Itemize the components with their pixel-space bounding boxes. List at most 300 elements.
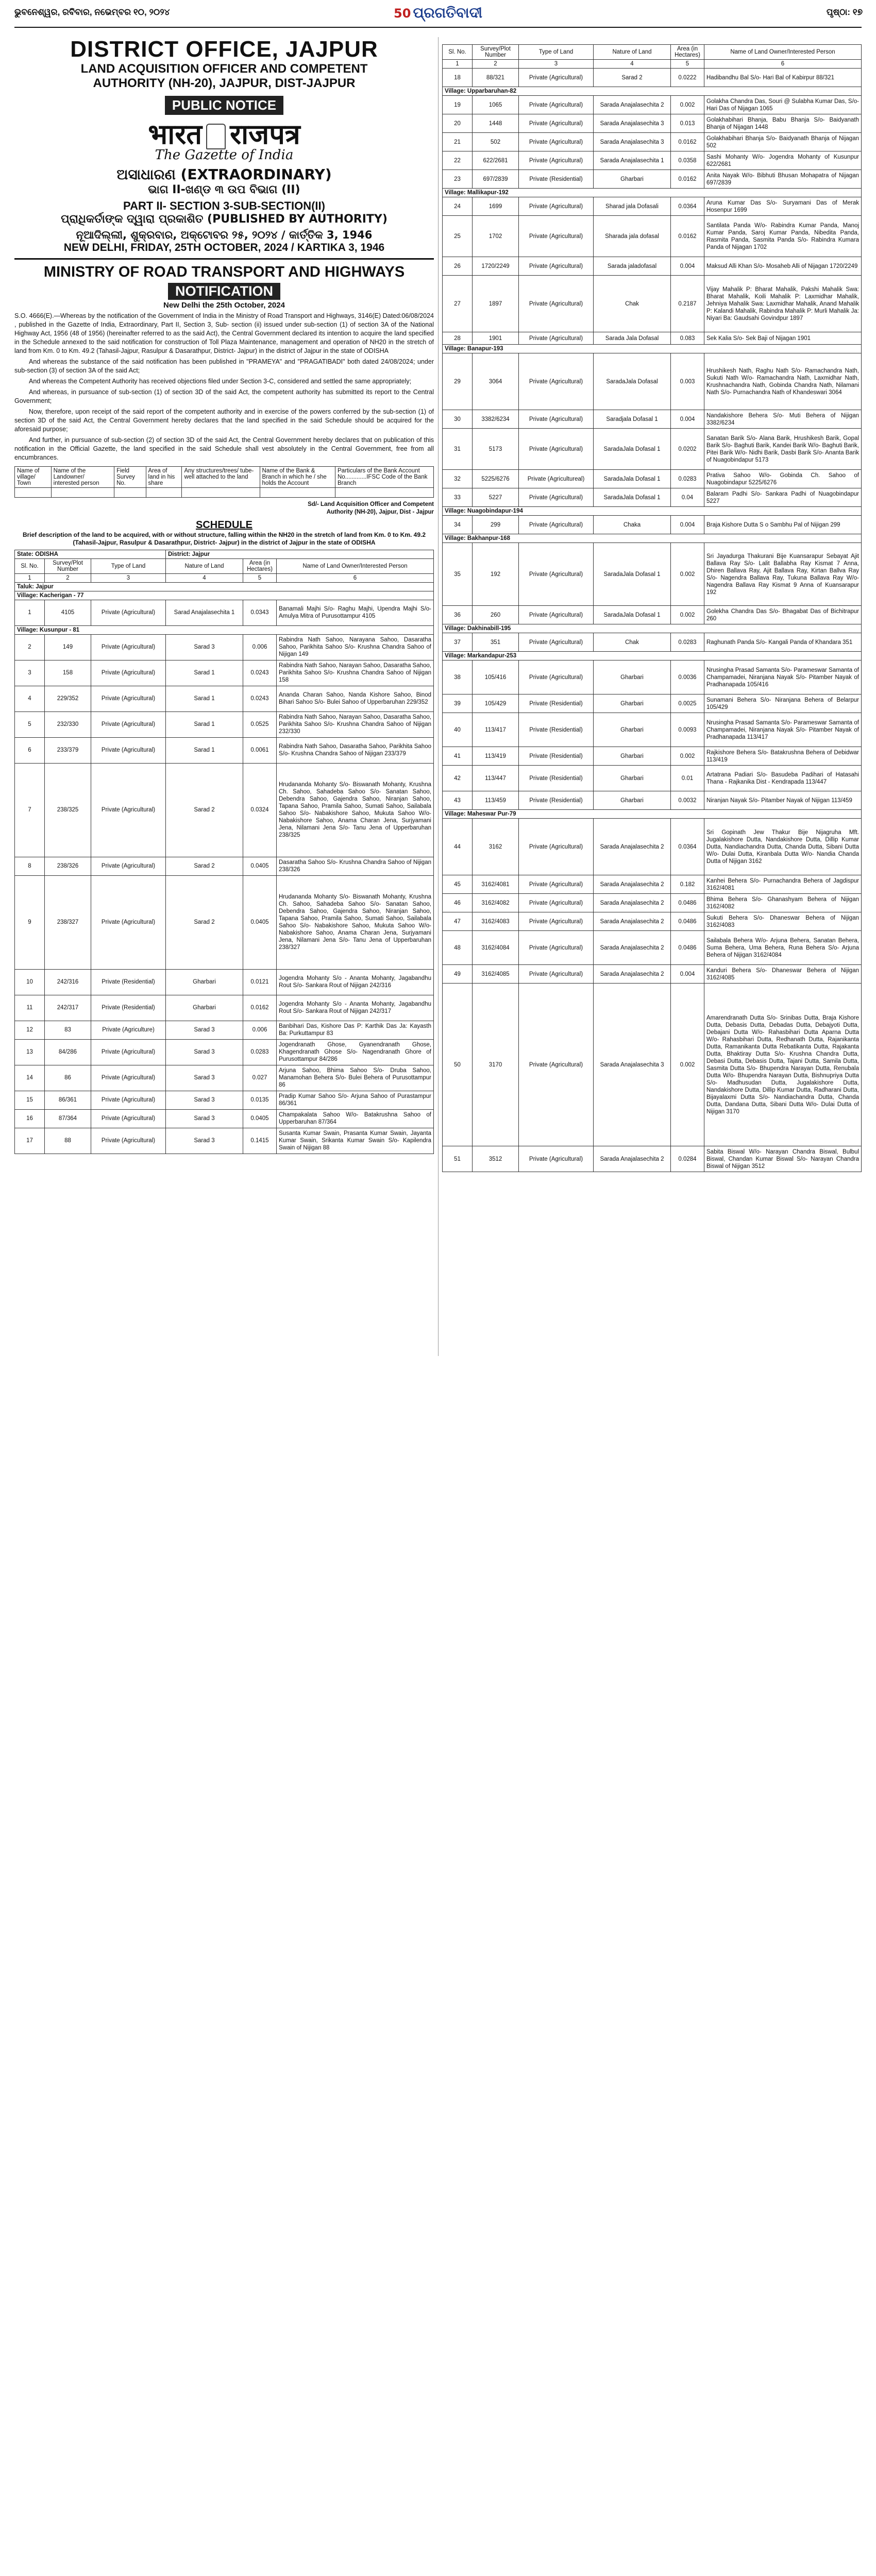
village-row: [443, 534, 862, 543]
plot-cell: 502: [473, 133, 519, 151]
table-row: [15, 1091, 434, 1109]
public-notice-badge: PUBLIC NOTICE: [165, 96, 283, 115]
plot-cell: 3162/4081: [473, 875, 519, 894]
column-header: Sl. No.: [15, 558, 45, 573]
owner-cell: Sailabala Behera W/o- Arjuna Behera, Sanatan Behera, Suma Behera, Uma Behera, Runa Behera S/o- Arjuna Behera of Nijigan 3162/4084: [704, 931, 862, 965]
sl-no-cell: 7: [15, 763, 45, 857]
land-type-cell: Private (Agricultural): [519, 197, 594, 216]
area-cell: 0.0283: [243, 1039, 277, 1065]
area-cell: 0.0284: [671, 1146, 704, 1172]
plot-cell: 238/325: [45, 763, 91, 857]
owner-cell: Arjuna Sahoo, Bhima Sahoo S/o- Druba Sahoo, Manamohan Behera S/o- Bulei Behera of Purusottampur 86: [277, 1065, 434, 1091]
owner-cell: Champakalata Sahoo W/o- Batakrushna Sahoo of Upperbaruhan 87/364: [277, 1109, 434, 1128]
land-type-cell: Private (Residential): [519, 747, 594, 766]
village-row: [15, 625, 434, 634]
area-cell: 0.0486: [671, 894, 704, 912]
table-row: [15, 600, 434, 625]
area-cell: 0.004: [671, 516, 704, 534]
state-label: State: ODISHA: [15, 550, 166, 558]
plot-cell: 697/2839: [473, 170, 519, 189]
area-cell: 0.0324: [243, 763, 277, 857]
owner-cell: Nrusingha Prasad Samanta S/o- Parameswar Samanta of Champamadei, Niranjana Nayak S/o- Pitamber Nayak of Pradhanapada 113/417: [704, 713, 862, 747]
table-row: [443, 410, 862, 429]
land-type-cell: Private (Agricultural): [91, 711, 166, 737]
schedule-table-left: [14, 550, 434, 1154]
land-nature-cell: Sarada Anajalasechita 2: [594, 875, 671, 894]
land-type-cell: Private (Agricultural): [91, 634, 166, 660]
land-nature-cell: Chak: [594, 633, 671, 652]
area-cell: 0.0162: [243, 995, 277, 1021]
land-type-cell: Private (Agricultural): [519, 543, 594, 606]
masthead-logo: 50 ପ୍ରଗତିବାଦୀ: [394, 4, 482, 21]
village-label: Village: Mallikapur-192: [443, 189, 862, 197]
sl-no-cell: 48: [443, 931, 473, 965]
area-cell: 0.0162: [671, 216, 704, 257]
plot-cell: 149: [45, 634, 91, 660]
sl-no-cell: 13: [15, 1039, 45, 1065]
sl-no-cell: 10: [15, 969, 45, 995]
plot-cell: 113/447: [473, 766, 519, 791]
land-type-cell: Private (Agricultural): [519, 912, 594, 931]
sl-no-cell: 17: [15, 1128, 45, 1154]
sl-no-cell: 40: [443, 713, 473, 747]
table-row: [15, 1065, 434, 1091]
column-number: 2: [45, 573, 91, 582]
table-row: [443, 931, 862, 965]
table-row: [443, 747, 862, 766]
bank-header-cell: Name of the Landowner/ interested person: [51, 466, 114, 487]
area-cell: 0.2187: [671, 276, 704, 332]
owner-cell: Braja Kishore Dutta S o Sambhu Pal of Nijigan 299: [704, 516, 862, 534]
land-nature-cell: Sarada Anajalasechita 2: [594, 1146, 671, 1172]
owner-cell: Artatrana Padiari S/o- Basudeba Padihari of Hatasahi Thana - Rajkanika Dist - Kendrapada 113/447: [704, 766, 862, 791]
plot-cell: 86: [45, 1065, 91, 1091]
land-type-cell: Private (Agricultural): [519, 894, 594, 912]
table-row: [443, 1146, 862, 1172]
lao-title-2: AUTHORITY (NH-20), JAJPUR, DIST-JAJPUR: [93, 76, 356, 90]
table-row: [443, 791, 862, 810]
area-cell: 0.0283: [671, 633, 704, 652]
owner-cell: Nandakishore Behera S/o- Muti Behera of Nijigan 3382/6234: [704, 410, 862, 429]
village-row: [443, 652, 862, 660]
bank-header-cell: Name of village/ Town: [15, 466, 52, 487]
column-header: Sl. No.: [443, 45, 473, 60]
land-type-cell: Private (Agricultural): [519, 606, 594, 624]
land-nature-cell: SaradaJala Dofasal 1: [594, 543, 671, 606]
table-row: [443, 660, 862, 694]
lao-title-1: LAND ACQUISITION OFFICER AND COMPETENT: [80, 62, 368, 76]
land-nature-cell: Sarad Anajalasechita 1: [166, 600, 243, 625]
schedule-title: SCHEDULE: [195, 519, 252, 531]
land-type-cell: Private (Agricultural): [519, 69, 594, 87]
sl-no-cell: 38: [443, 660, 473, 694]
sl-no-cell: 2: [15, 634, 45, 660]
land-type-cell: Private (Residential): [91, 969, 166, 995]
owner-cell: Rabindra Nath Sahoo, Dasaratha Sahoo, Parikhita Sahoo S/o- Krushna Chandra Sahoo of Nijigan 233/379: [277, 737, 434, 763]
land-nature-cell: Sarad 2: [166, 763, 243, 857]
owner-cell: Susanta Kumar Swain, Prasanta Kumar Swain, Jayanta Kumar Swain, Srikanta Kumar Swain S/o- Kapilendra Swain of Nijigan 88: [277, 1128, 434, 1154]
area-cell: 0.182: [671, 875, 704, 894]
land-type-cell: Private (Residential): [519, 791, 594, 810]
bank-header-cell: Name of the Bank & Branch in which he / she holds the Account: [260, 466, 335, 487]
notification-body: [14, 312, 434, 462]
table-row: [15, 763, 434, 857]
land-type-cell: Private (Residential): [519, 170, 594, 189]
gazette-part: PART II- SECTION 3-SUB-SECTION(II): [123, 199, 325, 212]
land-nature-cell: Sarada jaladofasal: [594, 257, 671, 276]
land-nature-cell: Sarada Jala Dofasal: [594, 332, 671, 345]
table-row: [443, 470, 862, 488]
area-cell: 0.002: [671, 984, 704, 1146]
land-type-cell: Private (Agricultural): [519, 965, 594, 984]
land-nature-cell: Sarad 1: [166, 737, 243, 763]
land-nature-cell: Sarada Anajalasechita 3: [594, 114, 671, 133]
area-cell: 0.004: [671, 257, 704, 276]
plot-cell: 3162/4085: [473, 965, 519, 984]
village-row: [443, 345, 862, 353]
owner-cell: Sabita Biswal W/o- Narayan Chandra Biswal, Bulbul Biswal, Chandan Kumar Biswal S/o- Narayan Chandra Biswal of Nijigan 3512: [704, 1146, 862, 1172]
land-nature-cell: Sarada Anajalasechita 2: [594, 965, 671, 984]
land-nature-cell: Sarad 2: [594, 69, 671, 87]
plot-cell: 229/352: [45, 686, 91, 711]
table-row: [15, 995, 434, 1021]
owner-cell: Anita Nayak W/o- Bibhuti Bhusan Mohapatra of Nijagan 697/2839: [704, 170, 862, 189]
owner-cell: Ananda Charan Sahoo, Nanda Kishore Sahoo, Binod Bihari Sahoo S/o- Bulei Sahoo of Upperbaruhan 229/352: [277, 686, 434, 711]
table-row: [443, 429, 862, 470]
land-type-cell: Private (Agricultural): [519, 410, 594, 429]
notification-badge: NOTIFICATION: [168, 283, 280, 300]
land-type-cell: Private (Agricultural): [519, 96, 594, 114]
bank-empty-cell: [51, 487, 114, 497]
column-number: 3: [91, 573, 166, 582]
land-nature-cell: SaradaJala Dofasal 1: [594, 470, 671, 488]
area-cell: 0.0405: [243, 1109, 277, 1128]
area-cell: 0.0061: [243, 737, 277, 763]
bank-header-cell: Field Survey No.: [114, 466, 146, 487]
land-type-cell: Private (Agricultural): [519, 257, 594, 276]
column-number: 4: [594, 60, 671, 69]
owner-cell: Sri Gopinath Jew Thakur Bije Nijagruha Mft. Jugalakishore Dutta, Nandakishore Dutta, Dillip Kumar Dutta, Nandiachandra Dutta, Chanda Dutta, Sibani Dutta W/o- Dulai Dutta, Kiranbala Dutta W/o- Nandia Chanda Dutta of Nijigan 3162: [704, 819, 862, 875]
sl-no-cell: 36: [443, 606, 473, 624]
table-row: [443, 170, 862, 189]
plot-cell: 158: [45, 660, 91, 686]
land-nature-cell: Sarad 3: [166, 1065, 243, 1091]
owner-cell: Amarendranath Dutta S/o- Srinibas Dutta, Braja Kishore Dutta, Debasis Dutta, Debadas Dutta, Debajyoti Dutta, Debajani Dutta W/o- Rahasbihari Dutta Aparna Dutta W/o- Rahasbihari Dutta, Redhanath Dutta, Rajanikanta Dutta, Ramanikanta Dutta Rebatikanta Dutta, Rajakanta Dutta, Bhaktiray Dutta S/o- Krushna Chandra Dutta, Debasi Dutta, Debasis Dutta, Tajani Dutta, Samila Dutta, Sasmita Dutta S/o- Bhupendra Narayan Dutta, Renubala Dutta W/o- Bhupendra Narayan Dutta, Bishnupriya Dutta S/o- Madhusudan Dutta, Jugalakishore Dutta, Nandakishore Dutta, Dillip Kumar Dutta, Radharani Dutta, Bijayalaxmi Dutta S/o- Nandiachandra Dutta, Chanda Dutta, Dandana Dutta, Sibani Dutta W/o- Dulai Dutta of Nijigan 3170: [704, 984, 862, 1146]
owner-cell: Prativa Sahoo W/o- Gobinda Ch. Sahoo of Nuagobindapur 5225/6276: [704, 470, 862, 488]
land-nature-cell: Sarada Anajalasechita 2: [594, 96, 671, 114]
table-row: [443, 766, 862, 791]
divider: [14, 258, 434, 260]
table-row: [443, 151, 862, 170]
area-cell: 0.003: [671, 353, 704, 410]
area-cell: 0.0243: [243, 686, 277, 711]
sl-no-cell: 8: [15, 857, 45, 875]
plot-cell: 192: [473, 543, 519, 606]
bank-header-cell: Particulars of the Bank Account No.............IFSC Code of the Bank Branch: [335, 466, 433, 487]
owner-cell: Golakhabihari Bhanja, Babu Bhanja S/o- Baidyanath Bhanja of Nijagan 1448: [704, 114, 862, 133]
land-type-cell: Private (Agricultural): [91, 600, 166, 625]
land-nature-cell: Gharbari: [166, 969, 243, 995]
area-cell: 0.006: [243, 634, 277, 660]
owner-cell: Pradip Kumar Sahoo S/o- Arjuna Sahoo of Purastampur 86/361: [277, 1091, 434, 1109]
owner-cell: Rabindra Nath Sahoo, Narayana Sahoo, Dasaratha Sahoo, Parikhita Sahoo S/o- Krushna Chandra Sahoo of Nijigan 149: [277, 634, 434, 660]
sl-no-cell: 22: [443, 151, 473, 170]
land-nature-cell: Sarad 1: [166, 686, 243, 711]
land-type-cell: Private (Residential): [91, 995, 166, 1021]
header-bar: [0, 0, 876, 28]
table-row: [443, 69, 862, 87]
land-nature-cell: Sarad 2: [166, 857, 243, 875]
plot-cell: 105/429: [473, 694, 519, 713]
plot-cell: 86/361: [45, 1091, 91, 1109]
column-header: Name of Land Owner/Interested Person: [704, 45, 862, 60]
sl-no-cell: 39: [443, 694, 473, 713]
owner-cell: Hrudananda Mohanty S/o- Biswanath Mohanty, Krushna Ch. Sahoo, Sahadeba Sahoo S/o- Sanatan Sahoo, Debendra Sahoo, Gajendra Sahoo, Niranjan Sahoo, Tapana Sahoo, Pramila Sahoo, Sumati Sahoo, Sailabala Sahoo S/o- Nabakishore Sahoo, Mukuta Sahoo W/o- Nabakishore Sahoo, Anama Charan Jena, Surjyamani Jena, Nilamani Jena S/o- Tanu Jena of Upperbaruhan 238/327: [277, 875, 434, 969]
table-row: [443, 96, 862, 114]
ministry-title: MINISTRY OF ROAD TRANSPORT AND HIGHWAYS: [43, 263, 405, 280]
land-type-cell: Private (Agricultural): [91, 1128, 166, 1154]
owner-cell: Sukuti Behera S/o- Dhaneswar Behera of Nijigan 3162/4083: [704, 912, 862, 931]
notification-paragraph: And whereas the Competent Authority has received objections filed under Section 3-C, considered and settled the same appropriately;: [29, 377, 412, 385]
plot-cell: 299: [473, 516, 519, 534]
plot-cell: 83: [45, 1021, 91, 1039]
plot-cell: 87/364: [45, 1109, 91, 1128]
schedule-description: Brief description of the land to be acquired, with or without structure, falling within the NH20 in the stretch of land from Km. 0 to Km. 49.2 (Tahasil-Jajpur, Rasulpur & Dasarathpur, District- Jajpur) in the district of Jajpur in the state of ODISHA: [22, 531, 426, 546]
sl-no-cell: 19: [443, 96, 473, 114]
land-nature-cell: Sarada Anajalasechita 2: [594, 819, 671, 875]
land-type-cell: Private (Agricultural): [91, 1039, 166, 1065]
column-number-row: [15, 573, 434, 582]
owner-cell: Sri Jayadurga Thakurani Bije Kuansarapur Sebayat Ajit Ballava Ray S/o- Lalit Ballabha Ray Kismat 7 Anna, Dhiren Ballava Ray, Ajit Ballava Ray, Kirtan Ballva Ray S/o- Nagendra Ballava Ray, Tukuna Ballava Ray W/o- Nagendra Ballava Ray Kismat 9 Anna of Kuansarapur 192: [704, 543, 862, 606]
owner-cell: Banamali Majhi S/o- Raghu Majhi, Upendra Majhi S/o- Amulya Mitra of Purusottampur 4105: [277, 600, 434, 625]
plot-cell: 3512: [473, 1146, 519, 1172]
table-row: [15, 660, 434, 686]
sl-no-cell: 9: [15, 875, 45, 969]
column-number: 3: [519, 60, 594, 69]
area-cell: 0.1415: [243, 1128, 277, 1154]
notification-paragraph: And whereas, in pursuance of sub-section (1) of section 3D of the said Act, the competent authority has submitted its report to the Central Government;: [14, 388, 434, 404]
column-header: Area (in Hectares): [243, 558, 277, 573]
table-row: [443, 516, 862, 534]
bank-empty-cell: [182, 487, 260, 497]
table-row: [443, 488, 862, 507]
sl-no-cell: 45: [443, 875, 473, 894]
plot-cell: 5225/6276: [473, 470, 519, 488]
land-nature-cell: Saradjala Dofasal 1: [594, 410, 671, 429]
plot-cell: 1448: [473, 114, 519, 133]
column-number-row: [443, 60, 862, 69]
plot-cell: 1702: [473, 216, 519, 257]
area-cell: 0.0243: [243, 660, 277, 686]
owner-cell: Golekha Chandra Das S/o- Bhagabat Das of Bichitrapur 260: [704, 606, 862, 624]
sl-no-cell: 37: [443, 633, 473, 652]
table-row: [443, 197, 862, 216]
gazette-part-odia: ଭାଗ II-ଖଣ୍ଡ ୩ ଉପ ବିଭାଗ (II): [148, 183, 300, 196]
owner-cell: Hrudananda Mohanty S/o- Biswanath Mohanty, Krushna Ch. Sahoo, Sahadeba Sahoo S/o- Sanatan Sahoo, Debendra Sahoo, Gajendra Sahoo, Niranjan Sahoo, Tapana Sahoo, Pramila Sahoo, Sumati Sahoo, Sailabala Sahoo S/o- Nabakishore Sahoo, Mukuta Sahoo W/o- Nabakishore Sahoo, Anama Charan Jena, Surjyamani Jena, Nilamani Jena S/o- Tanu Jena of Upperbaruhan 238/325: [277, 763, 434, 857]
gazette-date-odia: ନୂଆଦିଲ୍ଲୀ, ଶୁକ୍ରବାର, ଅକ୍ଟୋବର ୨୫, ୨୦୨୪ / କାର୍ତ୍ତିକ 3, 1946: [76, 228, 373, 241]
sl-no-cell: 41: [443, 747, 473, 766]
column-header: Survey/Plot Number: [45, 558, 91, 573]
column-number: 2: [473, 60, 519, 69]
sl-no-cell: 47: [443, 912, 473, 931]
table-row: [443, 819, 862, 875]
plot-cell: 3162/4084: [473, 931, 519, 965]
area-cell: 0.0486: [671, 931, 704, 965]
sl-no-cell: 29: [443, 353, 473, 410]
table-row: [15, 1039, 434, 1065]
plot-cell: 1897: [473, 276, 519, 332]
gazette-header: [14, 119, 434, 254]
land-nature-cell: SaradaJala Dofasal: [594, 353, 671, 410]
bank-empty-cell: [15, 487, 52, 497]
owner-cell: Sanatan Barik S/o- Alana Barik, Hrushikesh Barik, Gopal Barik S/o- Baghuti Barik, Kandei Barik W/o- Baghuti Barik, Pitei Barik W/o- Nidhi Barik, Dasbi Barik S/o- Ananta Barik of Nuagobindapur 5173: [704, 429, 862, 470]
left-column: [14, 37, 434, 1154]
village-row: [443, 507, 862, 516]
color-marks: [0, 1366, 876, 1377]
sl-no-cell: 44: [443, 819, 473, 875]
plot-cell: 3064: [473, 353, 519, 410]
land-nature-cell: Gharbari: [594, 747, 671, 766]
land-type-cell: Private (Agricultural): [91, 686, 166, 711]
column-header: Nature of Land: [594, 45, 671, 60]
land-nature-cell: Sharada jala dofasal: [594, 216, 671, 257]
table-row: [443, 216, 862, 257]
plot-cell: 5227: [473, 488, 519, 507]
sl-no-cell: 26: [443, 257, 473, 276]
table-row: [443, 543, 862, 606]
area-cell: 0.083: [671, 332, 704, 345]
area-cell: 0.004: [671, 410, 704, 429]
area-cell: 0.004: [671, 965, 704, 984]
area-cell: 0.002: [671, 96, 704, 114]
land-type-cell: Private (Agricultural): [91, 1091, 166, 1109]
plot-cell: 260: [473, 606, 519, 624]
sl-no-cell: 14: [15, 1065, 45, 1091]
land-type-cell: Private (Agricultural): [519, 1146, 594, 1172]
land-type-cell: Private (Agricultural): [91, 1109, 166, 1128]
area-cell: 0.0486: [671, 912, 704, 931]
land-nature-cell: Sarada Anajalasechita 2: [594, 912, 671, 931]
table-row: [443, 606, 862, 624]
plot-cell: 622/2681: [473, 151, 519, 170]
column-header: Type of Land: [91, 558, 166, 573]
plot-cell: 4105: [45, 600, 91, 625]
sl-no-cell: 3: [15, 660, 45, 686]
gazette-date-english: NEW DELHI, FRIDAY, 25TH OCTOBER, 2024 / KARTIKA 3, 1946: [63, 241, 385, 253]
village-label: Village: Maheswar Pur-79: [443, 810, 862, 819]
sl-no-cell: 11: [15, 995, 45, 1021]
bank-empty-cell: [114, 487, 146, 497]
bank-empty-cell: [146, 487, 182, 497]
village-label: Village: Upparbaruhan-82: [443, 87, 862, 96]
land-nature-cell: SaradaJala Dofasal 1: [594, 606, 671, 624]
sl-no-cell: 20: [443, 114, 473, 133]
table-row: [443, 984, 862, 1146]
land-nature-cell: Gharbari: [594, 791, 671, 810]
gazette-published-by: ପ୍ରାଧିକର୍ତାଙ୍କ ଦ୍ୱାରା ପ୍ରକାଶିତ (PUBLISHED BY AUTHORITY): [61, 212, 388, 226]
area-cell: 0.0343: [243, 600, 277, 625]
area-cell: 0.04: [671, 488, 704, 507]
plot-cell: 242/316: [45, 969, 91, 995]
sl-no-cell: 49: [443, 965, 473, 984]
village-row: [443, 87, 862, 96]
sl-no-cell: 4: [15, 686, 45, 711]
table-row: [15, 1109, 434, 1128]
bank-details-table: [14, 466, 434, 498]
land-nature-cell: Sarad 1: [166, 660, 243, 686]
notification-paragraph: And further, in pursuance of sub-section (2) of section 3D of the said Act, the Central Government hereby declares that on publication of this notification in the Official Gazette, the land specified in the said Schedule shall vest absolutely in the Central Government, free from all encumbrances.: [14, 436, 434, 461]
area-cell: 0.0364: [671, 197, 704, 216]
area-cell: 0.01: [671, 766, 704, 791]
table-row: [443, 353, 862, 410]
land-type-cell: Private (Agricultural): [519, 488, 594, 507]
owner-cell: Jogendranath Ghose, Gyanendranath Ghose, Khagendranath Ghose S/o- Nagendranath Ghore of Purusottampur 84/286: [277, 1039, 434, 1065]
plot-cell: 3162/4083: [473, 912, 519, 931]
land-type-cell: Private (Agricultural): [519, 216, 594, 257]
village-label: Village: Markandapur-253: [443, 652, 862, 660]
land-type-cell: Private (Residential): [519, 766, 594, 791]
land-nature-cell: Sarada Anajalasechita 1: [594, 151, 671, 170]
village-label: Village: Banapur-193: [443, 345, 862, 353]
column-number: 6: [277, 573, 434, 582]
land-type-cell: Private (Agricultural): [519, 151, 594, 170]
table-row: [15, 737, 434, 763]
land-nature-cell: Sarad 1: [166, 711, 243, 737]
land-nature-cell: SaradaJala Dofasal 1: [594, 429, 671, 470]
bank-empty-cell: [335, 487, 433, 497]
bank-empty-cell: [260, 487, 335, 497]
land-type-cell: Private (Agricultural): [91, 1065, 166, 1091]
owner-cell: Rajkishore Behera S/o- Batakrushna Behera of Debidwar 113/419: [704, 747, 862, 766]
area-cell: 0.0036: [671, 660, 704, 694]
land-type-cell: Private (Agricultural): [519, 875, 594, 894]
area-cell: 0.0283: [671, 470, 704, 488]
land-type-cell: Private (Agricultural): [519, 984, 594, 1146]
owner-cell: Golakhabihari Bhanja S/o- Baidyanath Bhanja of Nijagan 502: [704, 133, 862, 151]
area-cell: 0.0364: [671, 819, 704, 875]
land-nature-cell: Sarada Anajalasechita 2: [594, 931, 671, 965]
table-row: [15, 686, 434, 711]
sl-no-cell: 18: [443, 69, 473, 87]
area-cell: 0.0093: [671, 713, 704, 747]
owner-cell: Sek Kalia S/o- Sek Baji of Nijagan 1901: [704, 332, 862, 345]
table-row: [443, 694, 862, 713]
land-nature-cell: Sarada Anajalasechita 3: [594, 133, 671, 151]
village-row: [15, 591, 434, 600]
village-row: [443, 189, 862, 197]
bank-header-cell: Any structures/trees/ tube-well attached to the land: [182, 466, 260, 487]
sl-no-cell: 27: [443, 276, 473, 332]
land-type-cell: Private (Agricultural): [519, 516, 594, 534]
plot-cell: 88: [45, 1128, 91, 1154]
owner-cell: Nrusingha Prasad Samanta S/o- Parameswar Samanta of Champamadei, Niranjana Nayak S/o- Pitamber Nayak of Pradhanapada 105/416: [704, 660, 862, 694]
table-row: [15, 875, 434, 969]
sl-no-cell: 42: [443, 766, 473, 791]
notification-paragraph: Now, therefore, upon receipt of the said report of the competent authority and in exercise of the powers conferred by the sub-section (1) of section 3D of the said Act, the Central Government hereby declares that the land specified in the said Schedule should be acquired for the aforesaid purpose;: [14, 408, 434, 433]
table-row: [443, 114, 862, 133]
village-row: [443, 624, 862, 633]
notification-paragraph: And whereas the substance of the said notification has been published in "PRAMEYA" and "PRAGATIBADI" both dated 24/08/2024; under sub-section (3) of section 3A of the said Act;: [14, 358, 434, 374]
sl-no-cell: 43: [443, 791, 473, 810]
table-row: [443, 133, 862, 151]
land-nature-cell: Gharbari: [166, 995, 243, 1021]
table-row: [443, 276, 862, 332]
emblem-icon: [206, 124, 226, 149]
sl-no-cell: 12: [15, 1021, 45, 1039]
sl-no-cell: 16: [15, 1109, 45, 1128]
land-nature-cell: Sarad 3: [166, 1128, 243, 1154]
owner-cell: Dasaratha Sahoo S/o- Krushna Chandra Sahoo of Nijigan 238/326: [277, 857, 434, 875]
